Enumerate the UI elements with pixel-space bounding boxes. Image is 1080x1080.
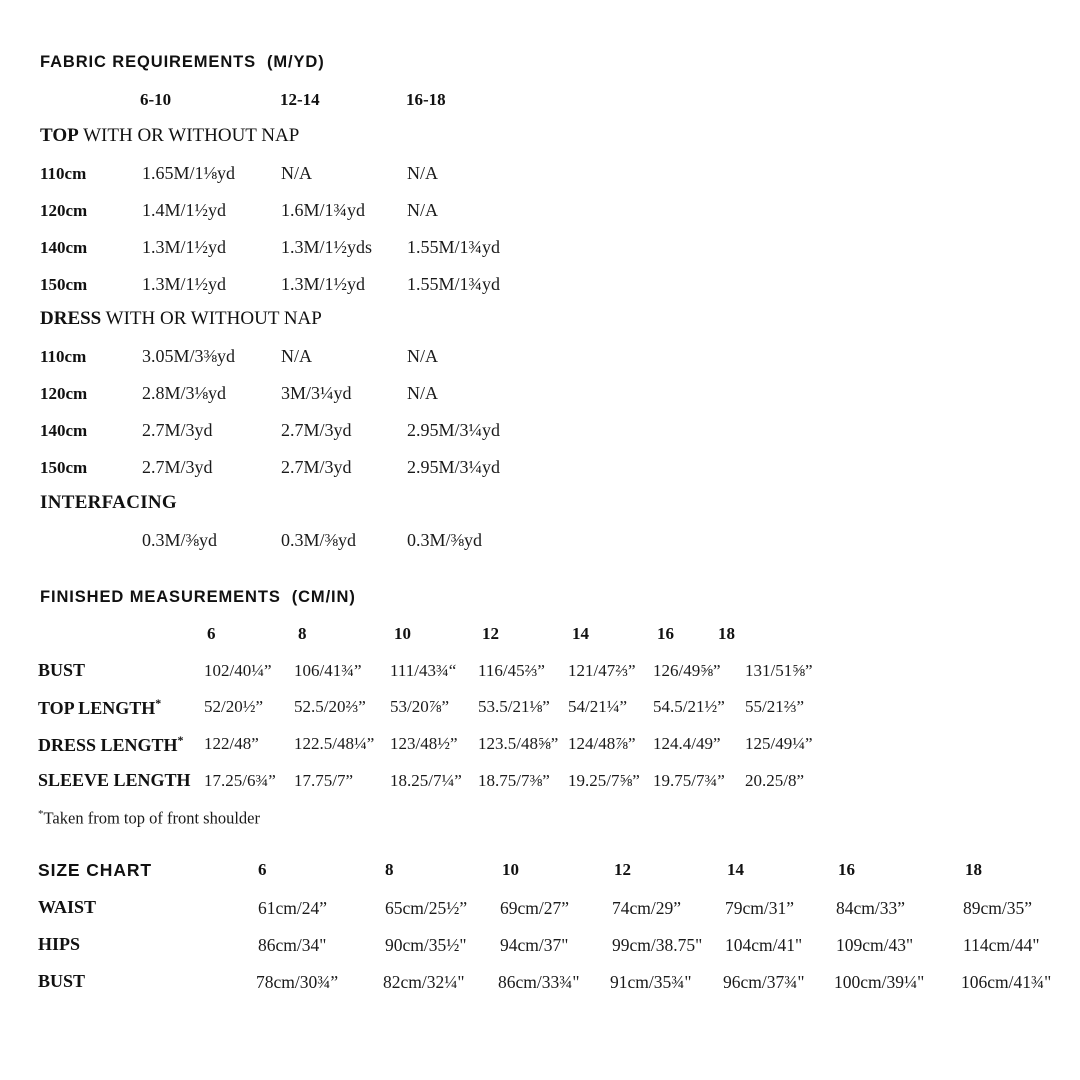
table-row-label-hips: HIPS — [38, 934, 81, 954]
table-row-label-waist: WAIST — [38, 897, 97, 917]
finished-size-column-12: 12 — [482, 624, 499, 643]
dress-nap-lead: DRESS — [40, 308, 102, 329]
table-cell: 100cm/39¼" — [834, 972, 925, 992]
table-cell: 90cm/35½" — [385, 935, 467, 955]
table-cell: 52.5/20⅔” — [294, 697, 366, 716]
footnote-marker: * — [155, 696, 162, 710]
table-cell: 122/48” — [204, 734, 259, 753]
fabric-size-column-6-10: 6-10 — [140, 90, 172, 109]
table-cell: 1.55M/1¾yd — [407, 237, 501, 257]
table-cell: 104cm/41" — [725, 935, 803, 955]
table-cell: 2.8M/3⅛yd — [142, 383, 227, 403]
fabric-size-column-16-18: 16-18 — [406, 90, 446, 109]
size-chart-heading: SIZE CHART — [38, 860, 152, 880]
table-cell: 109cm/43" — [836, 935, 914, 955]
table-cell: 78cm/30¾” — [256, 972, 339, 992]
table-cell: N/A — [407, 200, 438, 220]
table-cell: 53/20⅞” — [390, 697, 450, 716]
table-cell: 91cm/35¾" — [610, 972, 692, 992]
table-row-label-dress-120cm: 120cm — [40, 384, 88, 403]
footnote-marker: * — [38, 808, 44, 820]
size-chart-column-6: 6 — [258, 860, 267, 879]
table-cell: 89cm/35” — [963, 898, 1033, 918]
table-cell: 1.3M/1½yd — [142, 237, 227, 257]
table-cell: 0.3M/⅜yd — [281, 530, 357, 550]
top-nap-subheading — [40, 125, 299, 147]
table-cell: 116/45⅔” — [478, 661, 545, 680]
table-cell: 122.5/48¼” — [294, 734, 375, 753]
table-cell: 2.7M/3yd — [142, 457, 213, 477]
table-cell: 96cm/37¾" — [723, 972, 805, 992]
interfacing-heading: INTERFACING — [40, 492, 178, 513]
table-cell: 114cm/44" — [963, 935, 1040, 955]
table-row-label-dress-150cm: 150cm — [40, 458, 88, 477]
table-cell: 17.75/7” — [294, 771, 354, 790]
table-cell: 54.5/21½” — [653, 697, 725, 716]
row-label-text: BUST — [38, 660, 86, 680]
table-cell: 1.6M/1¾yd — [281, 200, 366, 220]
table-row-label-bust — [38, 660, 85, 681]
footnote — [38, 808, 260, 829]
table-cell: 55/21⅔” — [745, 697, 805, 716]
table-cell: 131/51⅝” — [745, 661, 813, 680]
table-cell: 125/49¼” — [745, 734, 813, 753]
row-label-text: SLEEVE LENGTH — [38, 770, 191, 790]
table-cell: 79cm/31” — [725, 898, 795, 918]
table-cell: 2.7M/3yd — [281, 420, 352, 440]
dress-nap-subheading — [40, 308, 322, 330]
table-cell: 69cm/27” — [500, 898, 570, 918]
table-cell: N/A — [407, 163, 438, 183]
table-cell: 94cm/37" — [500, 935, 569, 955]
table-cell: 0.3M/⅜yd — [407, 530, 483, 550]
table-row-label-top-110cm: 110cm — [40, 164, 87, 183]
table-cell: 3M/3¼yd — [281, 383, 352, 403]
table-cell: N/A — [407, 346, 438, 366]
row-label-text: DRESS LENGTH — [38, 735, 178, 755]
table-cell: 18.25/7¼” — [390, 771, 462, 790]
table-cell: N/A — [407, 383, 438, 403]
footnote-marker: * — [177, 733, 184, 747]
finished-size-column-10: 10 — [394, 624, 411, 643]
size-chart-column-10: 10 — [502, 860, 519, 879]
table-cell: 86cm/33¾" — [498, 972, 580, 992]
table-cell: 1.4M/1½yd — [142, 200, 227, 220]
table-cell: 124.4/49” — [653, 734, 721, 753]
finished-measurements-heading: FINISHED MEASUREMENTS (CM/IN) — [40, 588, 356, 606]
table-cell: 61cm/24” — [258, 898, 328, 918]
table-cell: 74cm/29” — [612, 898, 682, 918]
size-chart-column-8: 8 — [385, 860, 394, 879]
table-cell: 18.75/7⅜” — [478, 771, 550, 790]
table-cell: N/A — [281, 163, 312, 183]
table-cell: 2.7M/3yd — [142, 420, 213, 440]
table-cell: 126/49⅝” — [653, 661, 721, 680]
table-cell: 106cm/41¾" — [961, 972, 1052, 992]
top-nap-lead: TOP — [40, 125, 79, 146]
table-cell: 20.25/8” — [745, 771, 805, 790]
table-cell: 123.5/48⅝” — [478, 734, 559, 753]
table-cell: 82cm/32¼" — [383, 972, 465, 992]
table-cell: 111/43¾“ — [390, 661, 457, 680]
table-row-label-bust-size-chart: BUST — [38, 971, 86, 991]
table-cell: 1.65M/1⅛yd — [142, 163, 236, 183]
table-row-label-dress-length — [38, 733, 184, 756]
finished-size-column-8: 8 — [298, 624, 307, 643]
size-chart-column-16: 16 — [838, 860, 855, 879]
table-row-label-dress-140cm: 140cm — [40, 421, 88, 440]
table-cell: 0.3M/⅜yd — [142, 530, 218, 550]
table-cell: 124/48⅞” — [568, 734, 636, 753]
table-cell: N/A — [281, 346, 312, 366]
table-cell: 86cm/34" — [258, 935, 327, 955]
table-row-label-top-length — [38, 696, 161, 719]
table-cell: 121/47⅔” — [568, 661, 636, 680]
finished-size-column-6: 6 — [207, 624, 216, 643]
table-cell: 1.55M/1¾yd — [407, 274, 501, 294]
top-nap-rest: WITH OR WITHOUT NAP — [78, 125, 300, 146]
table-row-label-top-140cm: 140cm — [40, 238, 88, 257]
table-cell: 2.95M/3¼yd — [407, 457, 501, 477]
table-cell: 106/41¾” — [294, 661, 362, 680]
finished-size-column-16: 16 — [657, 624, 674, 643]
finished-size-column-14: 14 — [572, 624, 589, 643]
table-row-label-top-120cm: 120cm — [40, 201, 88, 220]
table-cell: 53.5/21⅛” — [478, 697, 550, 716]
table-cell: 102/40¼” — [204, 661, 272, 680]
table-cell: 3.05M/3⅜yd — [142, 346, 236, 366]
size-chart-column-12: 12 — [614, 860, 631, 879]
table-row-label-dress-110cm: 110cm — [40, 347, 87, 366]
row-label-text: TOP LENGTH — [38, 698, 156, 718]
table-cell: 1.3M/1½yd — [281, 274, 366, 294]
table-cell: 99cm/38.75" — [612, 935, 703, 955]
table-cell: 123/48½” — [390, 734, 458, 753]
fabric-requirements-heading: FABRIC REQUIREMENTS (M/YD) — [40, 53, 325, 71]
table-row-label-top-150cm: 150cm — [40, 275, 88, 294]
size-chart-column-14: 14 — [727, 860, 744, 879]
table-cell: 19.25/7⅝” — [568, 771, 640, 790]
table-cell: 17.25/6¾” — [204, 771, 276, 790]
table-row-label-sleeve-length — [38, 770, 191, 791]
dress-nap-rest: WITH OR WITHOUT NAP — [101, 308, 322, 329]
table-cell: 84cm/33” — [836, 898, 906, 918]
table-cell: 2.7M/3yd — [281, 457, 352, 477]
table-cell: 1.3M/1½yds — [281, 237, 373, 257]
table-cell: 65cm/25½” — [385, 898, 468, 918]
finished-size-column-18: 18 — [718, 624, 735, 643]
table-cell: 19.75/7¾” — [653, 771, 725, 790]
table-cell: 1.3M/1½yd — [142, 274, 227, 294]
fabric-size-column-12-14: 12-14 — [280, 90, 320, 109]
size-chart-column-18: 18 — [965, 860, 982, 879]
table-cell: 54/21¼” — [568, 697, 628, 716]
table-cell: 52/20½” — [204, 697, 264, 716]
table-cell: 2.95M/3¼yd — [407, 420, 501, 440]
footnote-text: Taken from top of front shoulder — [43, 808, 260, 828]
